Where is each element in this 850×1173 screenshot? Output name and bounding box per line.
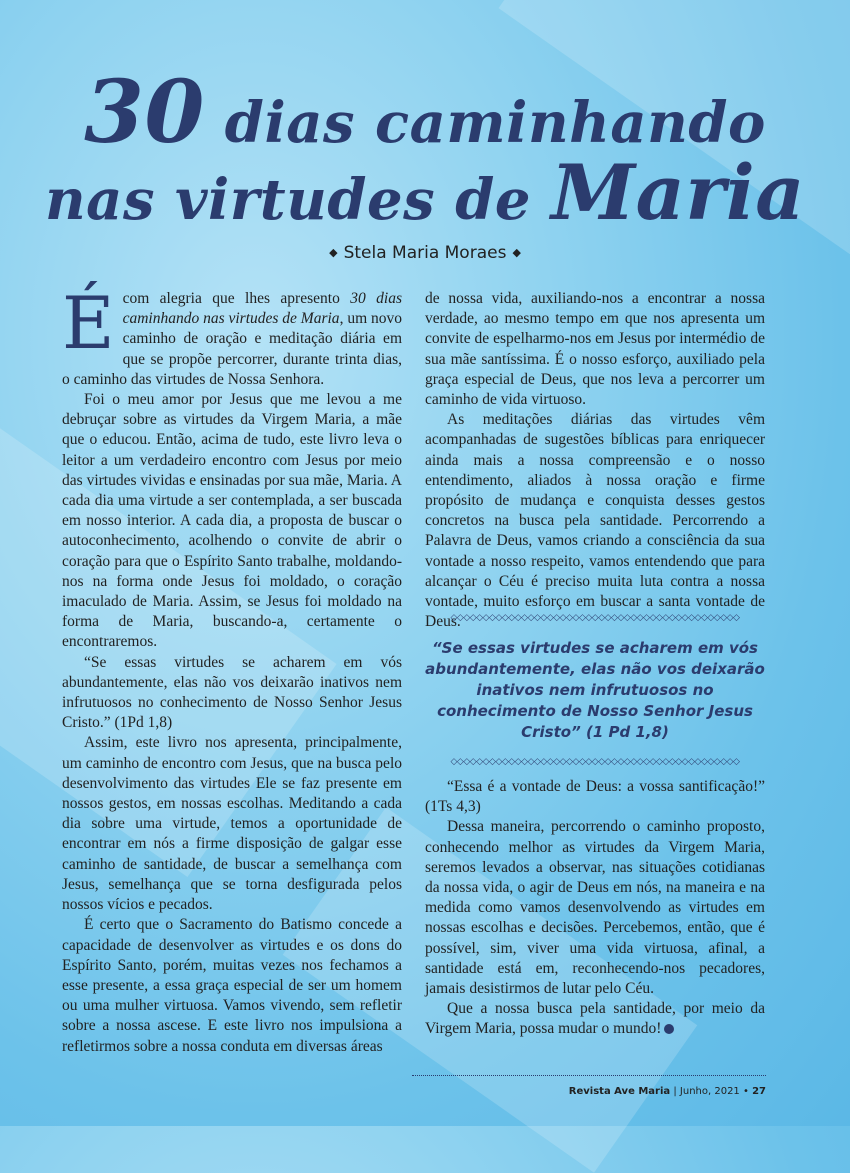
text-run: , um novo caminho de oração e meditação diária em que se propõe percorrer, durante trinta dias, o caminho das virtudes de Nossa Senhora. — [62, 310, 402, 388]
paragraph: “Se essas virtudes se acharem em vós abundantemente, elas não vos deixarão inativos nem infrutuosos no conhecimento de Nosso Senhor Jesus Cristo.” (1Pd 1,8) — [62, 653, 402, 732]
paragraph: Foi o meu amor por Jesus que me levou a me debruçar sobre as virtudes da Virgem Maria, a mãe que o educou. Então, acima de tudo, este livro leva o leitor a um verdadeiro encontro com Jesus por meio das virtudes vividas e ensinadas por sua mãe, Maria. A cada dia uma virtude a ser contemplada, a ser buscada em nosso interior. A cada dia, a proposta de buscar o autoconhecimento, acolhendo o convite de abrir o coração para que o Espírito Santo trabalhe, moldando-nos na forma onde Jesus foi moldado, o coração imaculado de Maria. Assim, se Jesus foi moldado na forma de Maria, buscando-a, certamente o encontraremos. — [62, 391, 402, 651]
text-run: com alegria que lhes apresento — [122, 290, 351, 307]
paragraph: As meditações diárias das virtudes vêm acompanhadas de sugestões bíblicas para enriquecer ainda mais a nossa compreensão e o nosso entendimento, aliados à nossa oração e firme propósito de mudança e conquista desses gestos concretos na busca pela santidade. Percorrendo a Palavra de Deus, vamos criando a consciência da sua vontade a nosso respeito, vamos entendendo que para alcançar o Céu é preciso muita luta contra a nossa vontade, muito esforço em buscar a santa vontade de Deus. — [425, 411, 765, 631]
paragraph — [425, 999, 765, 1039]
author-name: Stela Maria Moraes — [343, 243, 507, 263]
title-text-1: dias caminhando — [204, 90, 766, 156]
article-title-line-2 — [0, 148, 850, 237]
book-title: 30 dias caminhando nas virtudes de Maria — [122, 290, 402, 328]
diamond-icon: ◆ — [329, 246, 338, 259]
magazine-name: Revista Ave Maria — [568, 1086, 671, 1097]
paragraph: “Essa é a vontade de Deus: a vossa santificação!” (1Ts 4,3) — [425, 778, 765, 816]
text-run: Que a nossa busca pela santidade, por meio da Virgem Maria, possa mudar o mundo! — [425, 1000, 765, 1038]
left-column — [62, 281, 402, 1057]
ornament-divider: ◇◇◇◇◇◇◇◇◇◇◇◇◇◇◇◇◇◇◇◇◇◇◇◇◇◇◇◇◇◇◇◇◇◇◇◇◇◇◇◇◇◇◇◇◇ — [450, 756, 740, 766]
paragraph: de nossa vida, auxiliando-nos a encontrar a nossa verdade, ao mesmo tempo em que nos apresenta um convite de espelharmo-nos em Jesus por intermédio de sua mãe santíssima. É o nosso esforço, auxiliado pela graça especial de Deus, que nos leva a percorrer um caminho de vida virtuoso. — [425, 290, 765, 409]
title-text-2: nas virtudes de — [44, 167, 551, 233]
right-column-bottom — [425, 777, 765, 1040]
diamond-icon: ◆ — [512, 246, 521, 259]
paragraph: É certo que o Sacramento do Batismo concede a capacidade de desenvolver as virtudes e os dons do Espírito Santo, porém, muitas vezes nos fechamos a esse presente, a essa graça especial de ser um homem ou uma mulher virtuosa. Vamos vivendo, sem refletir sobre a nossa ascese. E este livro nos impulsiona a refletirmos sobre a nossa conduta em diversas áreas — [62, 916, 402, 1055]
paragraph — [62, 281, 402, 390]
end-mark-icon — [664, 1024, 674, 1034]
page-footer — [569, 1086, 766, 1097]
paragraph: Dessa maneira, percorrendo o caminho proposto, conhecendo melhor as virtudes da Virgem Maria, seremos levados a observar, nas situações cotidianas da nossa vida, o agir de Deus em nós, na maneira e na medida como vamos desenvolvendo as virtudes em nossas escolhas e decisões. Percebemos, então, que é possível, sim, viver uma vida virtuosa, afinal, a santidade está em, reconhecendo-nos pecadores, jamais desistirmos de lutar pelo Céu. — [425, 818, 765, 998]
right-column-top — [425, 289, 765, 632]
issue-date: Junho, 2021 — [679, 1086, 740, 1097]
page-number: 27 — [752, 1086, 766, 1097]
footer-separator: | — [673, 1086, 677, 1097]
title-number: 30 — [84, 62, 205, 163]
footer-rule — [412, 1075, 766, 1076]
ornament-divider: ◇◇◇◇◇◇◇◇◇◇◇◇◇◇◇◇◇◇◇◇◇◇◇◇◇◇◇◇◇◇◇◇◇◇◇◇◇◇◇◇◇◇◇◇◇ — [450, 612, 740, 622]
footer-dot: • — [742, 1086, 749, 1097]
paragraph: Assim, este livro nos apresenta, principalmente, um caminho de encontro com Jesus, que na busca pelo desenvolvimento das virtudes Ele se faz presente em nossos gestos, em nossas escolhas. Meditando a cada dia sobre uma virtude, temos a oportunidade de encontrar em nós a firme disposição de galgar esse caminho de santidade, de buscar a semelhança com Jesus, semelhança que se torna desfigurada pelos nossos vícios e pecados. — [62, 734, 402, 914]
title-maria: Maria — [550, 148, 806, 237]
author-byline — [0, 243, 850, 263]
drop-cap: É — [62, 281, 115, 365]
pull-quote: “Se essas virtudes se acharem em vós abundantemente, elas não vos deixarão inativos nem infrutuosos no conhecimento de Nosso Senhor Jesus Cristo” (1 Pd 1,8) — [425, 639, 765, 741]
